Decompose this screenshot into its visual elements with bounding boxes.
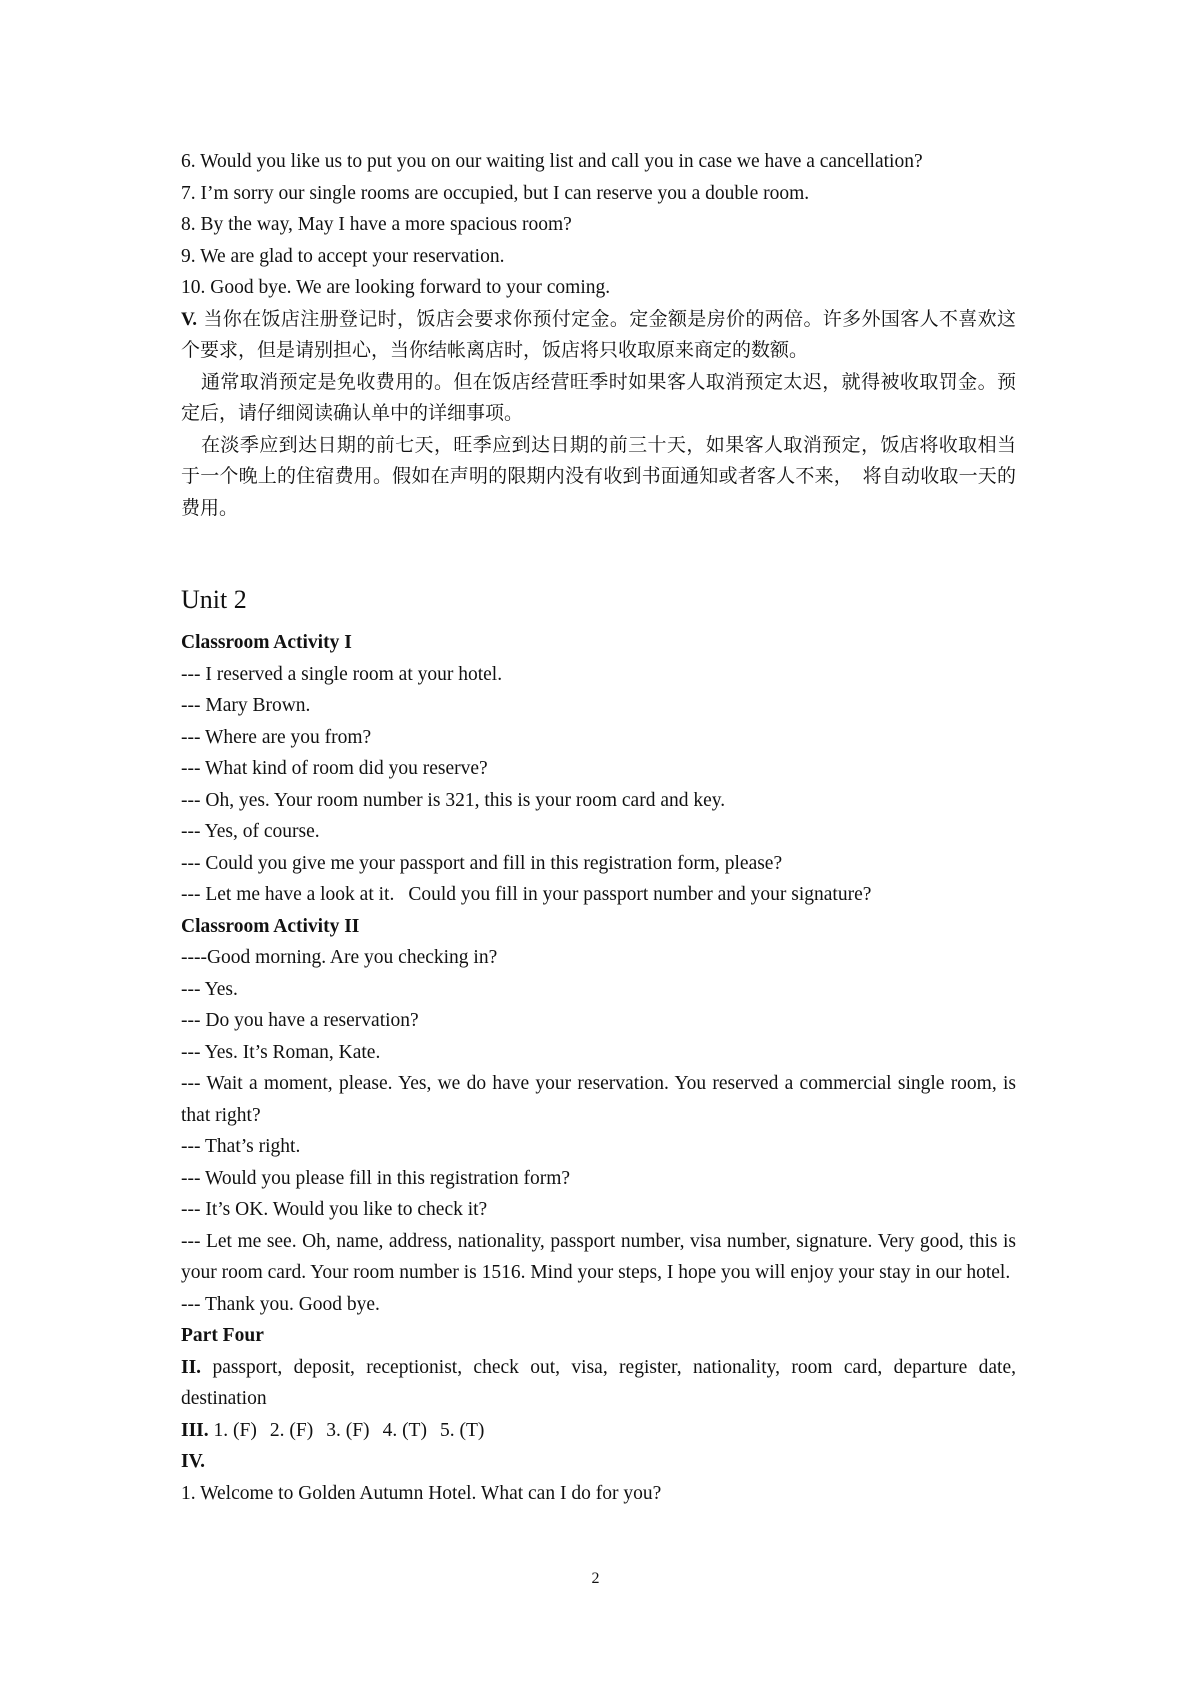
activity-2-line: --- Yes. It’s Roman, Kate.: [181, 1041, 381, 1063]
answer-line-6: 6. Would you like us to put you on our waiting list and call you in case we have a cancellation?: [181, 151, 923, 172]
activity-1-line: --- Could you give me your passport and fill in this registration form, please?: [181, 852, 783, 874]
iii-answer: 4. (T): [382, 1419, 427, 1441]
answer-line-7: 7. I’m sorry our single rooms are occupied, but I can reserve you a double room.: [181, 182, 810, 204]
activity-2-line: --- Wait a moment, please. Yes, we do have your reservation. You reserved a commercial single room, is that right?: [181, 1073, 1016, 1126]
activity-2-line: --- That’s right.: [181, 1136, 301, 1157]
activity-2-line: --- It’s OK. Would you like to check it?: [181, 1199, 488, 1220]
activity-1-line: --- Yes, of course.: [181, 821, 320, 842]
activity-1-line-part: --- Let me have a look at it.: [181, 884, 395, 905]
section-v-paragraph-3: 在淡季应到达日期的前七天，旺季应到达日期的前三十天，如果客人取消预定，饭店将收取相当于一个晚上的住宿费用。假如在声明的限期内没有收到书面通知或者客人不来， 将自动收取一天的费用。: [181, 433, 1016, 519]
answer-line-9: 9. We are glad to accept your reservation.: [181, 245, 505, 267]
section-v-text-1: 当你在饭店注册登记时，饭店会要求你预付定金。定金额是房价的两倍。许多外国客人不喜欢这个要求，但是请别担心，当你结帐离店时，饭店将只收取原来商定的数额。: [181, 307, 1016, 361]
iii-answer: 2. (F): [269, 1419, 314, 1441]
iii-answer: 3. (F): [326, 1419, 370, 1441]
activity-1-line-part: Could you fill in your passport number and your signature?: [408, 884, 872, 905]
activity-1-line: --- Oh, yes. Your room number is 321, this is your room card and key.: [181, 789, 726, 811]
page-content: [181, 146, 1016, 1509]
part-four-heading: Part Four: [181, 1325, 264, 1346]
activity-2-line: --- Yes.: [181, 978, 238, 1000]
activity-2-line: --- Do you have a reservation?: [181, 1010, 419, 1031]
activity-2-line: --- Let me see. Oh, name, address, nationality, passport number, visa number, signature. Very good, this is your room card. Your room number is 1516. Mind your steps, I hope you will enjoy your stay in our hotel.: [181, 1230, 1016, 1283]
part-four-iii: [181, 1415, 1016, 1447]
iii-answer: 5. (T): [439, 1419, 485, 1441]
part-four-iv-label: IV.: [181, 1451, 206, 1472]
activity-1-heading: Classroom Activity I: [181, 632, 352, 653]
part-four-ii-label: II.: [181, 1356, 202, 1378]
activity-2-line: --- Thank you. Good bye.: [181, 1293, 380, 1315]
page-number: 2: [591, 1570, 600, 1587]
activity-1-line: --- Mary Brown.: [181, 695, 311, 716]
answer-line-10: 10. Good bye. We are looking forward to your coming.: [181, 277, 611, 298]
activity-1-line: --- What kind of room did you reserve?: [181, 758, 488, 779]
activity-1-line: --- I reserved a single room at your hotel.: [181, 663, 503, 685]
activity-2-line: ----Good morning. Are you checking in?: [181, 947, 498, 968]
iii-answer: 1. (F): [213, 1419, 257, 1441]
section-v-paragraph-1: [181, 304, 1016, 367]
activity-2-line: --- Would you please fill in this registration form?: [181, 1167, 571, 1189]
part-four-ii: [181, 1352, 1016, 1415]
part-four-ii-text: passport, deposit, receptionist, check out, visa, register, nationality, room card, departure date, destination: [181, 1356, 1017, 1409]
section-v-label: V.: [181, 308, 198, 330]
activity-2-heading: Classroom Activity II: [181, 915, 360, 937]
unit-title: Unit 2: [181, 585, 247, 614]
section-v-paragraph-2: 通常取消预定是免收费用的。但在饭店经营旺季时如果客人取消预定太迟，就得被收取罚金。预定后，请仔细阅读确认单中的详细事项。: [181, 370, 1016, 424]
activity-1-line: --- Where are you from?: [181, 726, 372, 748]
part-four-iv-line-1: 1. Welcome to Golden Autumn Hotel. What can I do for you?: [181, 1482, 662, 1504]
part-four-iii-label: III.: [181, 1419, 209, 1441]
activity-1-line: [181, 879, 1016, 911]
answer-line-8: 8. By the way, May I have a more spacious room?: [181, 214, 572, 235]
